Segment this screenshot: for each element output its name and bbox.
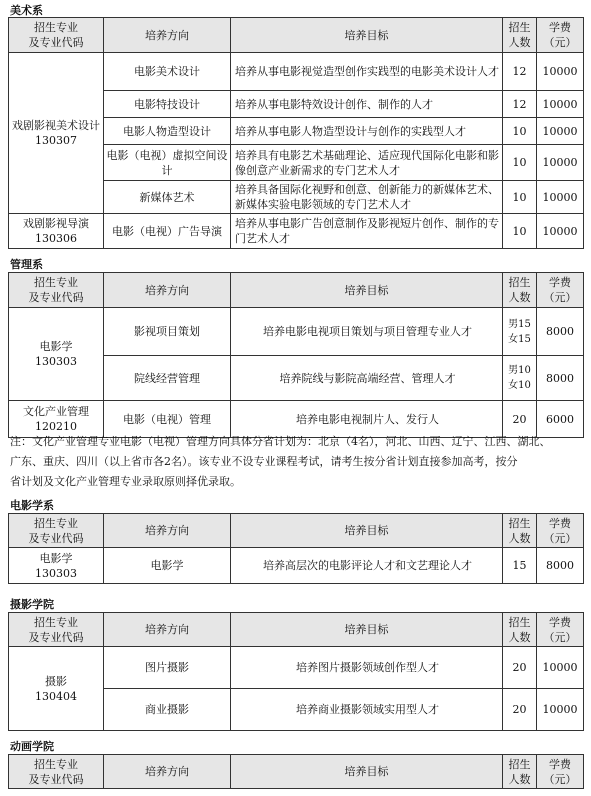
- header-major: 招生专业 及专业代码: [9, 514, 104, 548]
- header-direction: 培养方向: [104, 755, 231, 789]
- direction-cell: 电影（电视）广告导演: [104, 214, 231, 249]
- table-row: [9, 308, 584, 356]
- header-enrollment: 招生 人数: [503, 18, 537, 53]
- note-line: 省计划及文化产业管理专业录取原则择优录取。: [10, 475, 241, 488]
- fee-cell: 10000: [537, 689, 584, 731]
- major-cell: 戏剧影视美术设计 130307: [9, 53, 104, 214]
- enrollment-cell: 12: [503, 91, 537, 118]
- goal-cell: 培养院线与影院高端经营、管理人才: [231, 356, 503, 401]
- table-row: [9, 548, 584, 584]
- enrollment-cell: 10: [503, 118, 537, 145]
- table-header-row: [9, 18, 584, 53]
- goal-cell: 培养电影电视制片人、发行人: [231, 401, 503, 438]
- table-header-row: [9, 613, 584, 647]
- fee-cell: 10000: [537, 214, 584, 249]
- enrollment-cell: 男15 女15: [503, 308, 537, 356]
- section-title-art: 美术系: [10, 4, 43, 17]
- enrollment-cell: 男10 女10: [503, 356, 537, 401]
- fee-cell: 10000: [537, 118, 584, 145]
- fee-cell: 8000: [537, 308, 584, 356]
- direction-cell: 商业摄影: [104, 689, 231, 731]
- direction-cell: 电影人物造型设计: [104, 118, 231, 145]
- header-enrollment: 招生 人数: [503, 273, 537, 308]
- goal-cell: 培养商业摄影领域实用型人才: [231, 689, 503, 731]
- goal-cell: 培养电影电视项目策划与项目管理专业人才: [231, 308, 503, 356]
- enrollment-cell: 20: [503, 647, 537, 689]
- table-header-row: [9, 514, 584, 548]
- enrollment-cell: 15: [503, 548, 537, 584]
- table-photography: [8, 612, 584, 731]
- header-major: 招生专业 及专业代码: [9, 755, 104, 789]
- header-direction: 培养方向: [104, 613, 231, 647]
- header-direction: 培养方向: [104, 18, 231, 53]
- table-header-row: [9, 273, 584, 308]
- direction-cell: 电影（电视）管理: [104, 401, 231, 438]
- direction-cell: 院线经营管理: [104, 356, 231, 401]
- section-title-management: 管理系: [10, 258, 43, 271]
- header-direction: 培养方向: [104, 514, 231, 548]
- table-row: [9, 53, 584, 91]
- major-cell: 文化产业管理 120210: [9, 401, 104, 438]
- section-title-photography: 摄影学院: [10, 598, 54, 611]
- table-film: [8, 513, 584, 584]
- fee-cell: 8000: [537, 548, 584, 584]
- fee-cell: 10000: [537, 181, 584, 214]
- goal-cell: 培养具备国际化视野和创意、创新能力的新媒体艺术、新媒体实验电影领域的专门艺术人才: [231, 181, 503, 214]
- header-enrollment: 招生 人数: [503, 755, 537, 789]
- table-row: [9, 214, 584, 249]
- goal-cell: 培养从事电影特效设计创作、制作的人才: [231, 91, 503, 118]
- goal-cell: 培养具有电影艺术基础理论、适应现代国际化电影和影像创意产业新需求的专门艺术人才: [231, 145, 503, 181]
- enrollment-cell: 12: [503, 53, 537, 91]
- header-goal: 培养目标: [231, 273, 503, 308]
- fee-cell: 8000: [537, 356, 584, 401]
- fee-cell: 10000: [537, 53, 584, 91]
- header-goal: 培养目标: [231, 613, 503, 647]
- goal-cell: 培养高层次的电影评论人才和文艺理论人才: [231, 548, 503, 584]
- fee-cell: 10000: [537, 91, 584, 118]
- goal-cell: 培养从事电影视觉造型创作实践型的电影美术设计人才: [231, 53, 503, 91]
- section-title-film: 电影学系: [10, 499, 54, 512]
- fee-cell: 6000: [537, 401, 584, 438]
- major-cell: 戏剧影视导演 130306: [9, 214, 104, 249]
- direction-cell: 电影特技设计: [104, 91, 231, 118]
- management-note: [10, 432, 585, 492]
- note-line: 注：文化产业管理专业电影（电视）管理方向具体分省计划为：北京（4名），河北、山西、辽宁、江西、湖北、: [10, 435, 551, 448]
- major-cell: 电影学 130303: [9, 548, 104, 584]
- direction-cell: 图片摄影: [104, 647, 231, 689]
- direction-cell: 新媒体艺术: [104, 181, 231, 214]
- header-goal: 培养目标: [231, 755, 503, 789]
- header-major: 招生专业 及专业代码: [9, 613, 104, 647]
- table-header-row: [9, 755, 584, 789]
- table-animation: [8, 754, 584, 789]
- header-goal: 培养目标: [231, 514, 503, 548]
- fee-cell: 10000: [537, 145, 584, 181]
- enrollment-cell: 20: [503, 689, 537, 731]
- goal-cell: 培养图片摄影领域创作型人才: [231, 647, 503, 689]
- goal-cell: 培养从事电影广告创意制作及影视短片创作、制作的专门艺术人才: [231, 214, 503, 249]
- enrollment-cell: 10: [503, 181, 537, 214]
- enrollment-cell: 10: [503, 145, 537, 181]
- header-goal: 培养目标: [231, 18, 503, 53]
- table-management: [8, 272, 584, 438]
- header-enrollment: 招生 人数: [503, 514, 537, 548]
- header-fee: 学费 （元）: [537, 755, 584, 789]
- direction-cell: 电影学: [104, 548, 231, 584]
- header-fee: 学费 （元）: [537, 18, 584, 53]
- header-direction: 培养方向: [104, 273, 231, 308]
- major-cell: 电影学 130303: [9, 308, 104, 401]
- header-fee: 学费 （元）: [537, 273, 584, 308]
- section-title-animation: 动画学院: [10, 740, 54, 753]
- direction-cell: 电影（电视）虚拟空间设计: [104, 145, 231, 181]
- fee-cell: 10000: [537, 647, 584, 689]
- enrollment-cell: 10: [503, 214, 537, 249]
- major-cell: 摄影 130404: [9, 647, 104, 731]
- header-major: 招生专业 及专业代码: [9, 18, 104, 53]
- enrollment-cell: 20: [503, 401, 537, 438]
- header-fee: 学费 （元）: [537, 613, 584, 647]
- table-art: [8, 17, 584, 249]
- direction-cell: 影视项目策划: [104, 308, 231, 356]
- note-line: 广东、重庆、四川（以上省市各2名）。该专业不设专业课程考试，请考生按分省计划直接参加高考，按分: [10, 455, 518, 468]
- header-enrollment: 招生 人数: [503, 613, 537, 647]
- table-row: [9, 647, 584, 689]
- header-major: 招生专业 及专业代码: [9, 273, 104, 308]
- goal-cell: 培养从事电影人物造型设计与创作的实践型人才: [231, 118, 503, 145]
- direction-cell: 电影美术设计: [104, 53, 231, 91]
- header-fee: 学费 （元）: [537, 514, 584, 548]
